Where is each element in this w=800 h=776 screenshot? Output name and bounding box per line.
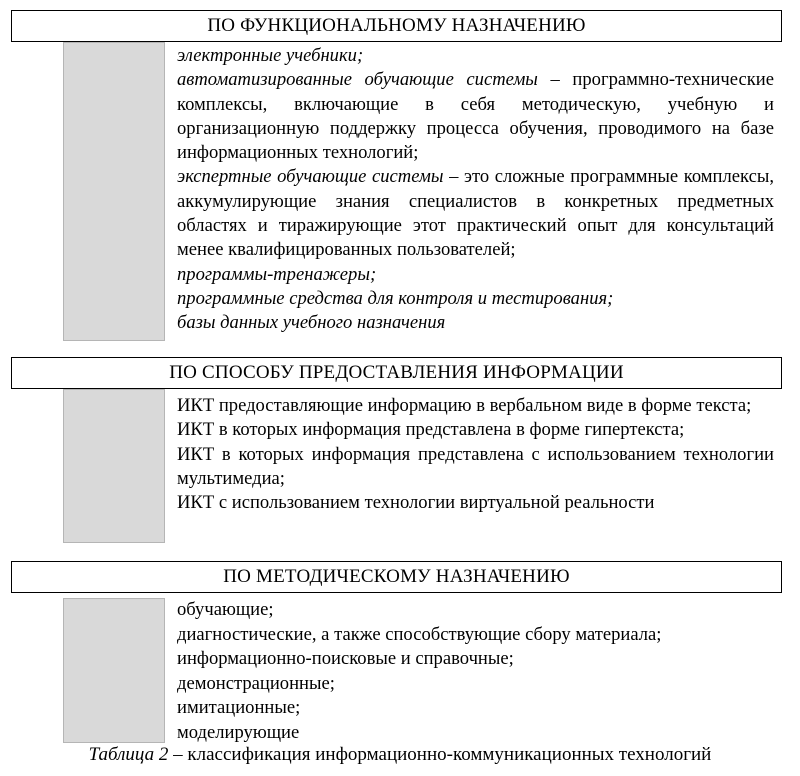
list-item: ИКТ с использованием технологии виртуальной реальности [177, 492, 655, 514]
list-item: программные средства для контроля и тестирования; [177, 287, 614, 309]
list-item: электронные учебники; [177, 45, 364, 66]
list-item: обучающие; [177, 599, 274, 620]
caption-text: – классификация информационно-коммуникационных технологий [168, 744, 712, 765]
list-item: ИКТ в которых информация представлена с использованием технологии мультимедиа; [177, 443, 774, 489]
section-content-presentation [177, 394, 774, 515]
list-item: ИКТ предоставляющие информацию в вербальном виде в форме текста; [177, 395, 752, 416]
gray-placeholder-block [63, 598, 165, 743]
caption-label: Таблица 2 [88, 744, 169, 765]
list-item: программы-тренажеры; [177, 263, 377, 285]
table-caption [0, 742, 800, 768]
list-item: автоматизированные обучающие системы – программно-технические комплексы, включающие в себя методическую, учебную и организационную поддержку процесса обучения, проводимого на базе информационных технологий; [177, 69, 774, 164]
list-item: экспертные обучающие системы – это сложные программные комплексы, аккумулирующие знания специалистов в конкретных предметных областях и тиражирующие этот практический опыт для консультаций менее квалифицированных пользователей; [177, 166, 774, 261]
list-item: диагностические, а также способствующие сбору материала; [177, 623, 662, 645]
section-content-functional [177, 44, 774, 336]
section-header-methodical [11, 561, 782, 593]
section-title: ПО ФУНКЦИОНАЛЬНОМУ НАЗНАЧЕНИЮ [207, 15, 586, 36]
list-item: моделирующие [177, 721, 300, 743]
section-header-functional [11, 10, 782, 42]
section-content-methodical [177, 598, 774, 746]
list-item: ИКТ в которых информация представлена в форме гипертекста; [177, 419, 685, 441]
list-item: информационно-поисковые и справочные; [177, 648, 514, 670]
section-header-presentation [11, 357, 782, 389]
gray-placeholder-block [63, 42, 165, 341]
list-item: имитационные; [177, 697, 301, 719]
gray-placeholder-block [63, 389, 165, 543]
list-item: демонстрационные; [177, 672, 335, 694]
section-title: ПО СПОСОБУ ПРЕДОСТАВЛЕНИЯ ИНФОРМАЦИИ [169, 362, 624, 383]
section-title: ПО МЕТОДИЧЕСКОМУ НАЗНАЧЕНИЮ [223, 566, 570, 587]
list-item: базы данных учебного назначения [177, 312, 446, 334]
